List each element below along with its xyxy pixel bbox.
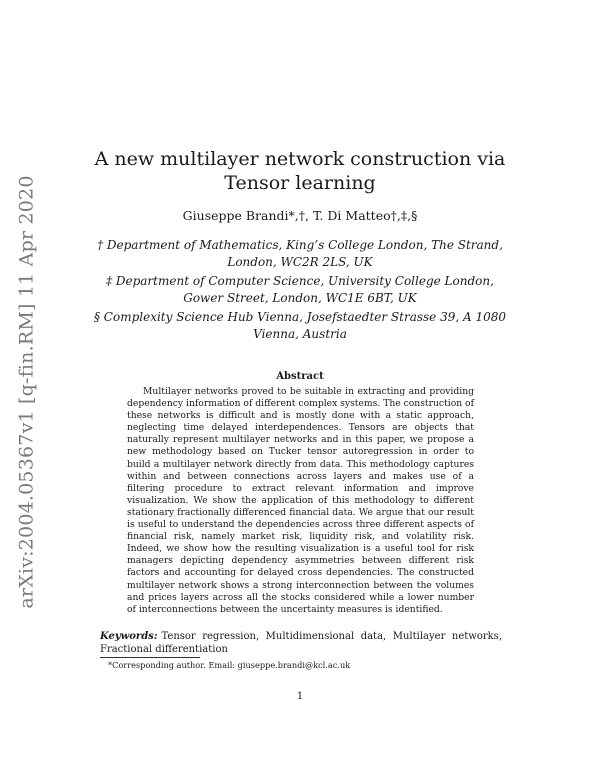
keywords-block <box>100 630 502 656</box>
affiliations <box>88 237 512 345</box>
paper-title <box>60 147 540 195</box>
title-line-1: A new multilayer network construction via <box>94 148 506 170</box>
keywords-text: Tensor regression, Multidimensional data, Multilayer networks, Fractional differentiation <box>100 631 502 655</box>
author-list: Giuseppe Brandi*,†, T. Di Matteo†,‡,§ <box>182 208 418 223</box>
affiliation-kcl: † Department of Mathematics, King’s College London, The Strand, London, WC2R 2LS, UK <box>97 238 503 269</box>
arxiv-side-stamp <box>10 175 44 609</box>
keywords-label: Keywords: <box>100 631 158 642</box>
footnote-divider <box>100 657 200 658</box>
affiliation-ucl: ‡ Department of Computer Science, University College London, Gower Street, London, WC1E 6BT, UK <box>106 274 494 305</box>
page-number: 1 <box>296 691 304 702</box>
abstract-text: Multilayer networks proved to be suitable in extracting and providing dependency information of different complex systems. The construction of these networks is difficult and is mostly done with a static approach, neglecting time delayed interdependences. Tensors are objects that naturally represent multilayer networks and in this paper, we propose a new methodology based on Tucker tensor autoregression in order to build a multilayer network directly from data. This methodology captures within and between connections across layers and makes use of a filtering procedure to extract relevant information and improve visualization. We show the application of this methodology to different stationary fractionally differenced financial data. We argue that our result is useful to understand the dependencies across three different aspects of financial risk, namely market risk, liquidity risk, and volatility risk. Indeed, we show how the resulting visualization is a useful tool for risk managers depicting dependency asymmetries between different risk factors and accounting for delayed cross dependencies. The constructed multilayer network shows a strong interconnection between the volumes and prices layers across all the stocks considered while a lower number of interconnections between the uncertainty measures is identified. <box>127 386 474 615</box>
corresponding-author-footnote: *Corresponding author. Email: giuseppe.brandi@kcl.ac.uk <box>108 660 351 670</box>
affiliation-csh: § Complexity Science Hub Vienna, Josefstaedter Strasse 39, A 1080 Vienna, Austria <box>93 310 507 341</box>
arxiv-identifier: arXiv:2004.05367v1 [q-fin.RM] 11 Apr 2020 <box>16 175 38 609</box>
abstract-heading: Abstract <box>276 371 324 382</box>
title-line-2: Tensor learning <box>224 172 376 194</box>
